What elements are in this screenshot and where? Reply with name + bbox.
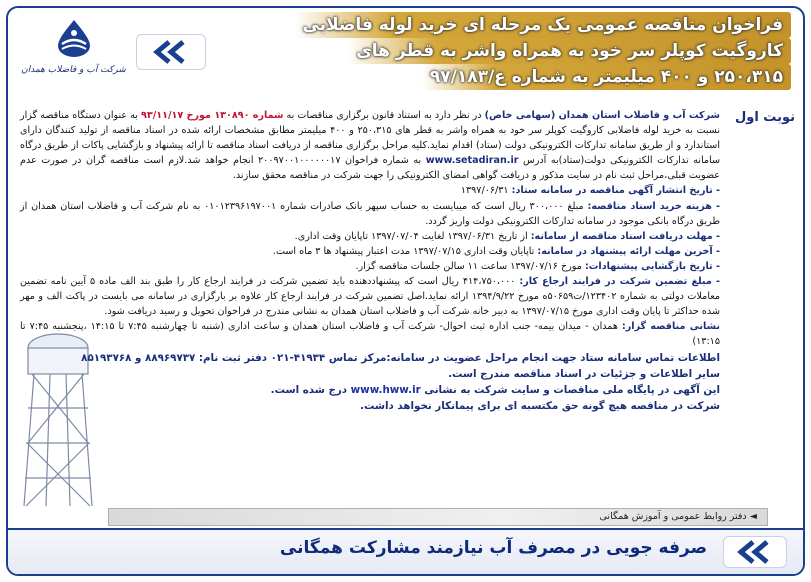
license-number: شماره ۱۳۰۸۹۰ مورخ ۹۳/۱۱/۱۷ — [141, 110, 284, 121]
contact-line: شرکت در مناقصه هیچ گونه حق مکتسبه ای برای پیمانکار نخواهد داشت. — [360, 399, 720, 412]
contact-info — [20, 350, 720, 414]
public-relations-banner: ◄ دفتر روابط عمومی و آموزش همگانی — [108, 508, 768, 526]
contact-line: این آگهی در پایگاه ملی مناقصات و سایت شرکت به نشانی www.hww.ir درج شده است. — [270, 383, 720, 396]
title-line-2: کاروگیت کوپلر سر خود به همراه واشر به قطر های — [348, 38, 791, 64]
footer-slogan: صرفه جویی در مصرف آب نیازمند مشارکت همگانی — [279, 538, 707, 558]
list-item: - تاریخ انتشار آگهی مناقصه در سامانه ستاد: ۱۳۹۷/۰۶/۳۱ — [460, 185, 720, 197]
logo-text: شرکت آب و فاضلاب همدان — [21, 65, 126, 75]
footer — [8, 528, 803, 574]
setad-link[interactable]: www.setadiran.ir — [425, 155, 519, 167]
list-item: نشانی مناقصه گزار: همدان - میدان بیمه- جنب اداره ثبت احوال- شرکت آب و فاضلاب استان همدان و ساعت اداری (شنبه تا چهارشنبه ۷:۴۵ تا ۱۴:۱۵ ،پنجشنبه ۷:۴۵ تا ۱۳:۱۵) — [20, 321, 720, 348]
chevron-left-icon — [723, 536, 787, 568]
announcement-body — [20, 108, 720, 506]
intro-text-1: در نظر دارد به استناد قانون برگزاری مناقصات به — [283, 110, 485, 121]
list-item: - مهلت دریافت اسناد مناقصه از سامانه: از تاریخ ۱۳۹۷/۰۶/۳۱ لغایت ۱۳۹۷/۰۷/۰۴ تاپایان وقت اداری. — [294, 230, 720, 242]
list-item: - مبلغ تضمین شرکت در فرایند ارجاع کار: ۴۱۴،۷۵۰،۰۰۰ ریال است که پیشنهاددهنده باید تضمین شرکت در فرایند ارجاع کار را طبق بند الف ماده ۵ آیین نامه تضمین معاملات دولتی به شماره ۱۲۳۴۰۲/ت۵۰۶۵۹ه مورخ ۱۳۹۴/۹/۲۲ ارائه نماید.اصل تضمین شرکت در فرایند ارجاع کار علاوه بر بارگزاری در سامانه می بایست در پاکت الف و مهر شده حداکثر تا پایان وقت اداری مورخ ۱۳۹۷/۰۷/۱۵ به دبیر خانه شرکت آب و فاضلاب استان همدان به نشانی مندرج در فراخوان تحویل و رسید دریافت شود. — [20, 276, 721, 318]
intro-paragraph — [20, 108, 720, 183]
chevron-left-icon — [136, 34, 206, 70]
header — [8, 8, 803, 100]
intro-text-2: به عنوان دستگاه مناقصه گزار نسبت به خرید لوله فاضلابی کاروگیت کوپلر سر خود به همراه واشر به قطر های ۲۵۰،۳۱۵ و ۴۰۰ میلیمتر مطابق مشخصات ارائه شده در اسناد مناقصه از تولید کنندگان دارای استاندارد و از طریق سامانه تدارکات الکترونیکی دولت (ستاد) اقدام نماید.کلیه مراحل برگزاری مناقصه از دریافت اسناد مناقصه تا ارائه پیشنهاد و بازگشایی پاکات از طریق درگاه سامانه تدارکات الکترونیکی دولت(ستاد)به آدرس — [20, 110, 721, 167]
list-item: - تاریخ بازگشایی پیشنهادات: مورخ ۱۳۹۷/۰۷/۱۶ ساعت ۱۱ سالن جلسات مناقصه گزار. — [355, 260, 720, 272]
advertisement-frame — [6, 6, 805, 576]
round-label: نوبت اول — [734, 110, 795, 125]
intro-text-3: به شماره فراخوان ۲۰۰۹۷۰۰۱۰۰۰۰۰۰۱۷ انجام خواهد شد.لازم است مناقصه گران در صورت عدم عضویت قبلی،مراحل ثبت نام در سایت مذکور و دریافت گواهی امضای الکترونیکی را جهت شرکت در مناقصه محقق سازند. — [20, 155, 720, 182]
title-line-3: ۲۵۰،۳۱۵ و ۴۰۰ میلیمتر به شماره ع/۹۷/۱۸۳ — [422, 64, 791, 90]
list-item: - آخرین مهلت ارائه پیشنهاد در سامانه: تاپایان وقت اداری ۱۳۹۷/۰۷/۱۵ مدت اعتبار پیشنهاد ها ۳ ماه است. — [272, 245, 720, 257]
title-line-1: فراخوان مناقصه عمومی یک مرحله ای خرید لوله فاضلابی — [294, 12, 791, 38]
page-title — [213, 12, 801, 98]
water-drop-logo-icon — [50, 18, 98, 58]
list-item: - هزینه خرید اسناد مناقصه: مبلغ ۳۰۰،۰۰۰ ریال است که میبایست به حساب سپهر بانک صادرات شماره ۰۱۰۱۲۳۹۶۱۹۷۰۰۱ به نام شرکت آب و فاضلاب استان همدان از طریق درگاه بانکی موجود در سامانه تدارکات الکترونیکی دولت واریز گردد. — [20, 200, 720, 227]
company-name: شرکت آب و فاضلاب استان همدان (سهامی خاص) — [484, 110, 720, 121]
website-link[interactable]: www.hww.ir — [350, 383, 421, 396]
contact-line: اطلاعات تماس سامانه ستاد جهت انجام مراحل عضویت در سامانه:مرکز تماس ۴۱۹۳۴-۰۲۱ دفتر ثبت نام: ۸۸۹۶۹۷۳۷ و ۸۵۱۹۳۷۶۸ — [81, 351, 720, 364]
contact-line: سایر اطلاعات و جزئیات در اسناد مناقصه مندرج است. — [448, 367, 720, 380]
company-logo — [16, 18, 131, 92]
